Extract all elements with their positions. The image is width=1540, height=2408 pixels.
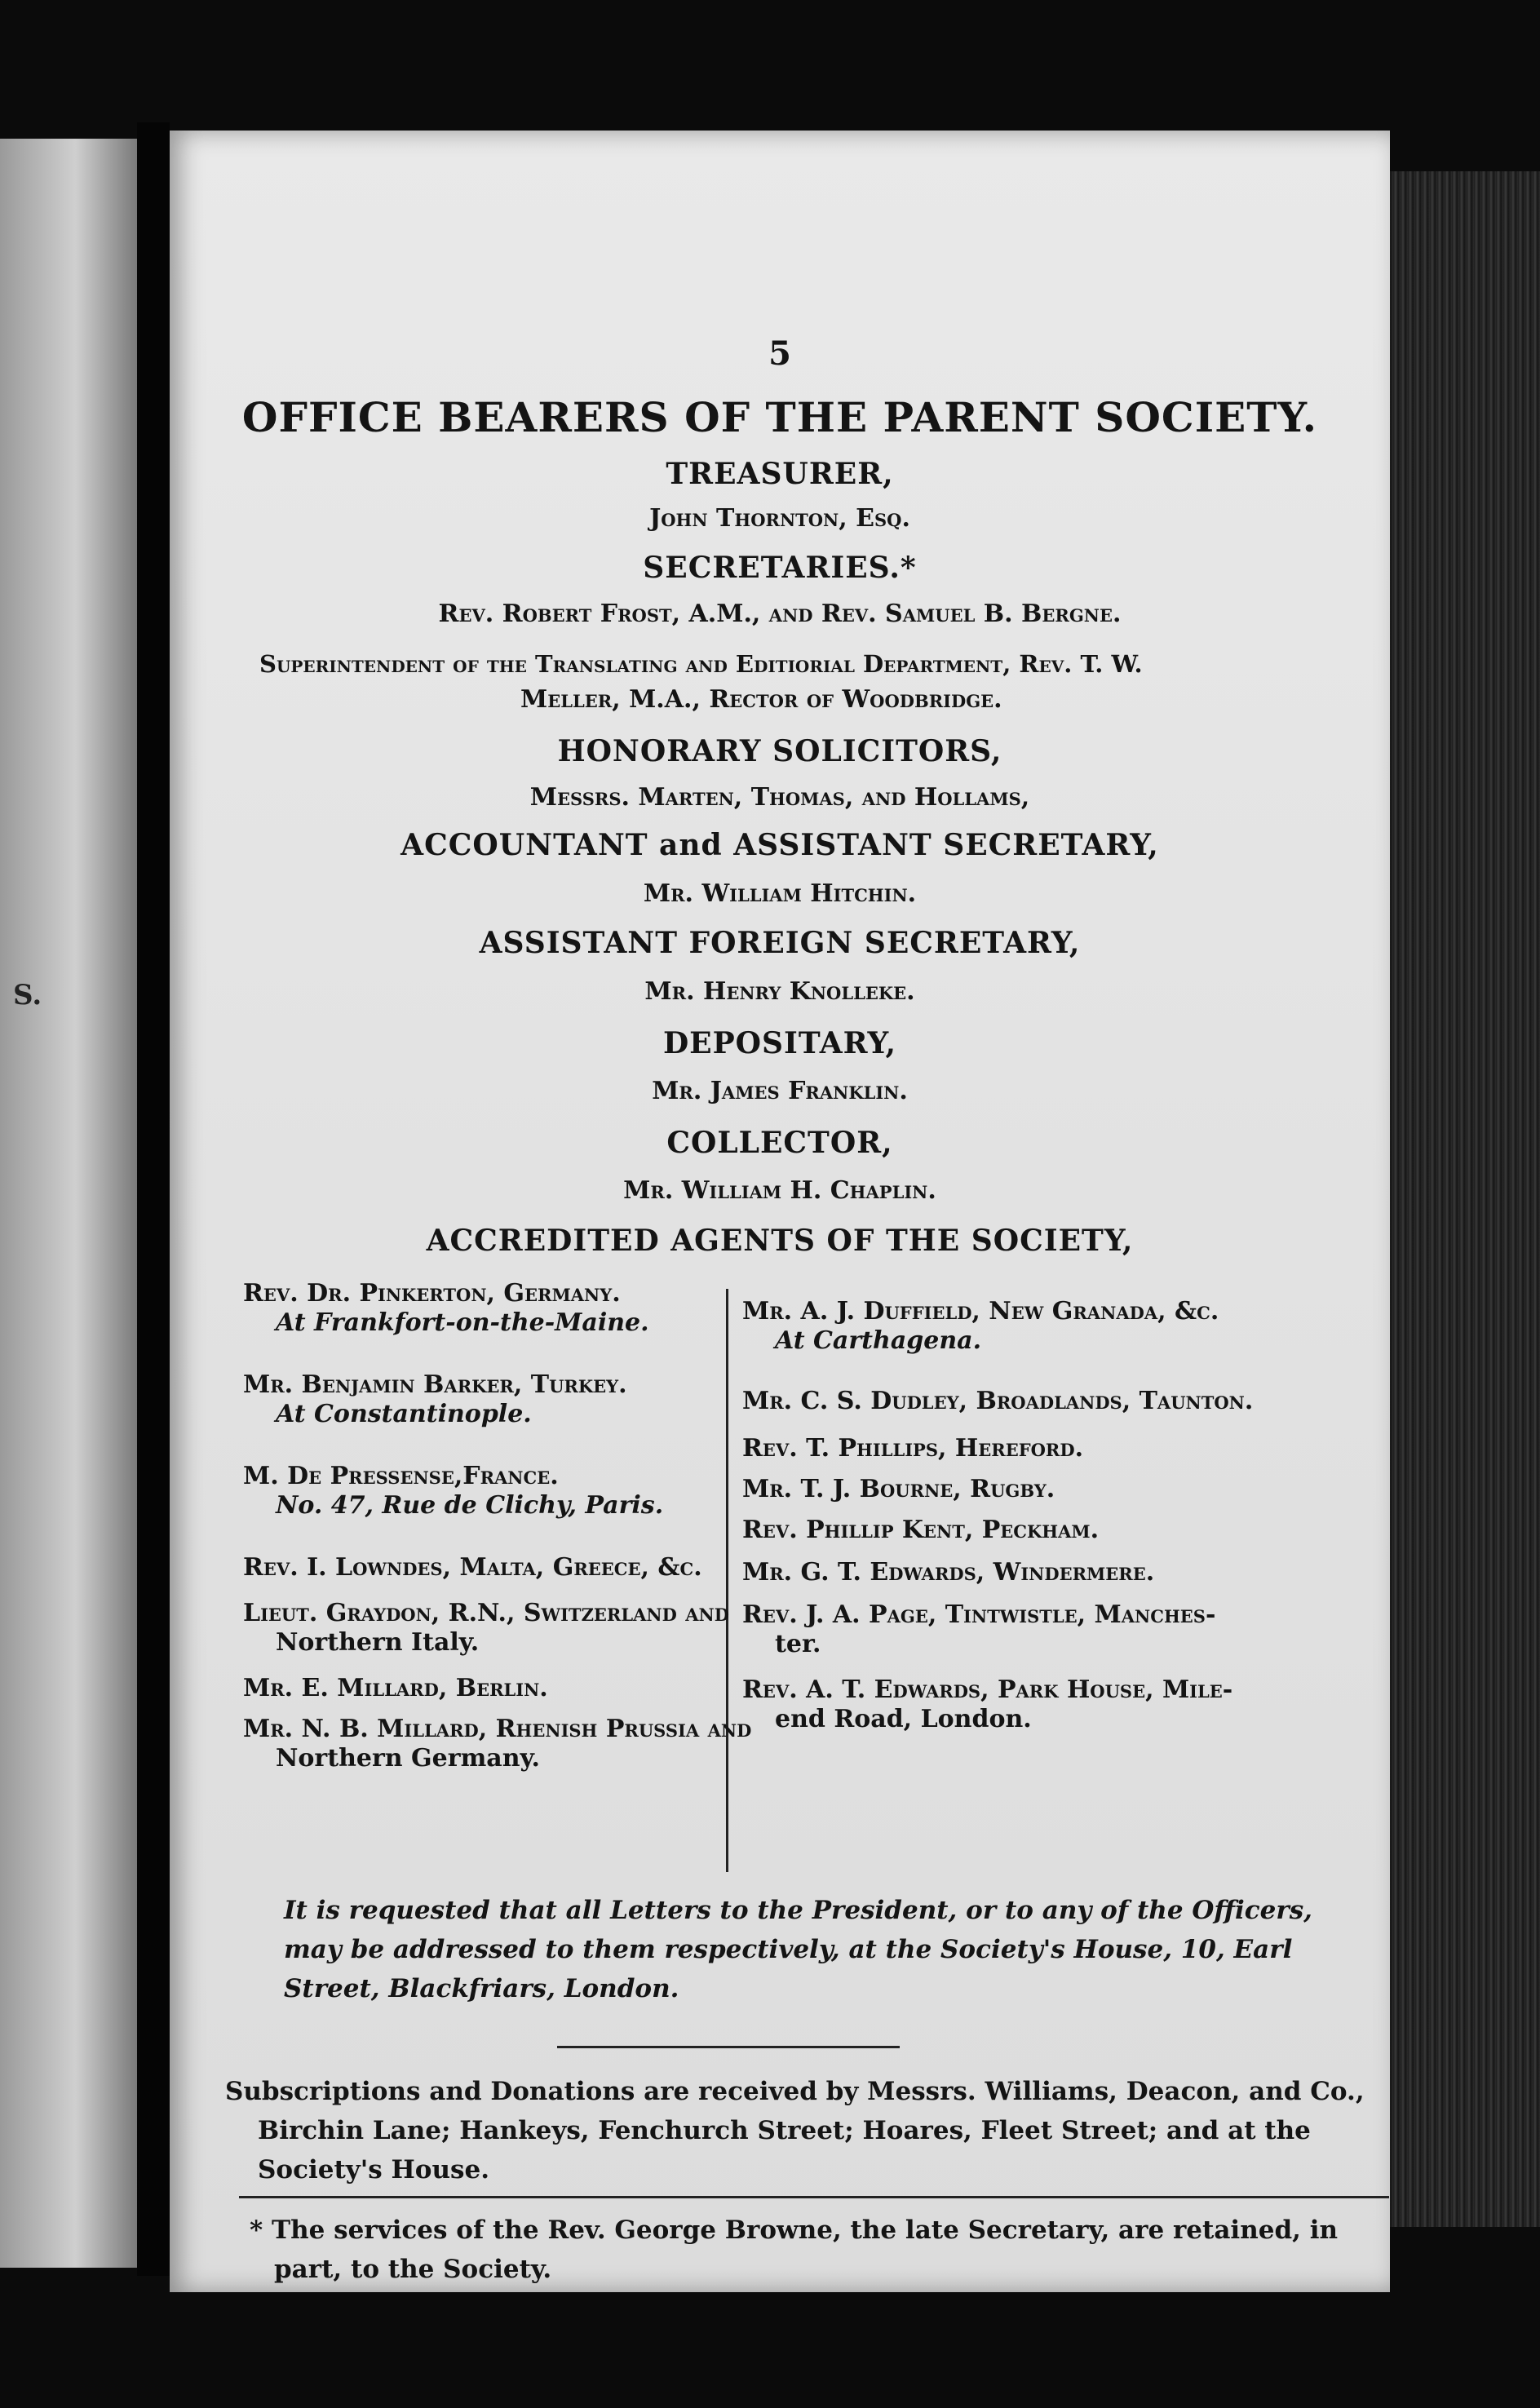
agent-name: Mr. A. J. Duffield, New Granada, &c. [742,1297,1219,1326]
solicitors-names: Messrs. Marten, Thomas, and Hollams, [529,783,1030,812]
agent-entry [742,1600,1362,1675]
agent-entry [742,1475,1362,1516]
agent-entry [243,1462,720,1553]
agent-entry [243,1370,720,1462]
agent-name: M. De Pressense,France. [243,1462,559,1490]
treasurer-heading: TREASURER, [666,457,894,491]
agent-name-continued: Northern Germany. [276,1744,540,1773]
collector-name: Mr. William H. Chaplin. [623,1176,936,1205]
page-number: 5 [768,334,791,373]
agent-name: Lieut. Graydon, R.N., Switzerland and [243,1599,729,1627]
letters-notice: It is requested that all Letters to the President, or to any of the Officers, may be addressed to them respectively, at the Society's House, 10, Earl Street, Blackfriars, London. [284,1896,1312,2003]
agent-entry [243,1599,729,1674]
accountant-name: Mr. William Hitchin. [643,879,917,908]
agent-entry [742,1297,1362,1387]
agent-entry [742,1675,1362,1741]
page-title: OFFICE BEARERS OF THE PARENT SOCIETY. [241,393,1318,441]
agent-name: Mr. G. T. Edwards, Windermere. [742,1558,1155,1587]
subscriptions-notice: Subscriptions and Donations are received by Messrs. Williams, Deacon, and Co., Birchin Lane; Hankeys, Fenchurch Street; Hoares, Fleet Street; and at the Society's House. [225,2077,1365,2184]
agent-name: Rev. T. Phillips, Hereford. [742,1434,1084,1463]
secretaries-names: Rev. Robert Frost, A.M., and Rev. Samuel B. Bergne. [438,600,1122,628]
facing-page-edge: S. [0,139,137,2268]
secretaries-heading: SECRETARIES.* [643,551,917,585]
agent-name-continued: Northern Italy. [276,1628,480,1657]
book-gutter [137,122,170,2276]
agent-entry [742,1387,1362,1434]
page-edges [1378,171,1540,2227]
agent-location: At Carthagena. [775,1326,982,1355]
superintendent-line-1: Superintendent of the Translating and Editiorial Department, Rev. T. W. [259,650,1143,678]
agent-name-continued: ter. [775,1630,821,1658]
agent-name: Mr. T. J. Bourne, Rugby. [742,1475,1055,1503]
collector-heading: COLLECTOR, [666,1126,893,1160]
agent-entry [742,1558,1362,1600]
agent-name: Rev. I. Lowndes, Malta, Greece, &c. [243,1553,702,1582]
agent-name: Rev. J. A. Page, Tintwistle, Manches- [742,1600,1216,1629]
treasurer-name: John Thornton, Esq. [649,504,910,533]
agent-entry [742,1516,1362,1558]
foreign-secretary-heading: ASSISTANT FOREIGN SECRETARY, [479,926,1081,960]
agent-location: No. 47, Rue de Clichy, Paris. [276,1491,664,1520]
foreign-secretary-name: Mr. Henry Knolleke. [644,977,915,1006]
solicitors-heading: HONORARY SOLICITORS, [557,734,1002,768]
depositary-heading: DEPOSITARY, [662,1026,897,1060]
agent-entry [243,1553,720,1599]
agent-name: Rev. A. T. Edwards, Park House, Mile- [742,1675,1233,1704]
agent-name: Mr. Benjamin Barker, Turkey. [243,1370,627,1399]
agents-left-column [243,1279,752,1780]
agents-right-column [742,1297,1362,1741]
agent-location: At Frankfort-on-the-Maine. [276,1308,649,1337]
agent-entry [742,1434,1362,1475]
accountant-heading: ACCOUNTANT and ASSISTANT SECRETARY, [400,828,1159,862]
agent-entry [243,1715,752,1780]
footnote-divider [239,2196,1389,2198]
agent-name: Mr. N. B. Millard, Rhenish Prussia and [243,1715,752,1743]
short-divider [557,2046,900,2048]
footnote: * The services of the Rev. George Browne, the late Secretary, are retained, in part, to the Society. [250,2215,1339,2284]
agent-name: Mr. C. S. Dudley, Broadlands, Taunton. [742,1387,1254,1415]
depositary-name: Mr. James Franklin. [652,1077,908,1105]
document-page [170,131,1390,2292]
agent-name: Rev. Dr. Pinkerton, Germany. [243,1279,621,1308]
agent-name-continued: end Road, London. [775,1705,1032,1733]
agent-entry [243,1279,720,1370]
agents-heading: ACCREDITED AGENTS OF THE SOCIETY, [426,1224,1134,1258]
agent-entry [243,1674,720,1715]
superintendent-line-2: Meller, M.A., Rector of Woodbridge. [520,685,1002,714]
agents-column-divider [726,1289,728,1872]
agent-name: Rev. Phillip Kent, Peckham. [742,1516,1100,1544]
agent-name: Mr. E. Millard, Berlin. [243,1674,548,1702]
agent-location: At Constantinople. [276,1400,532,1428]
